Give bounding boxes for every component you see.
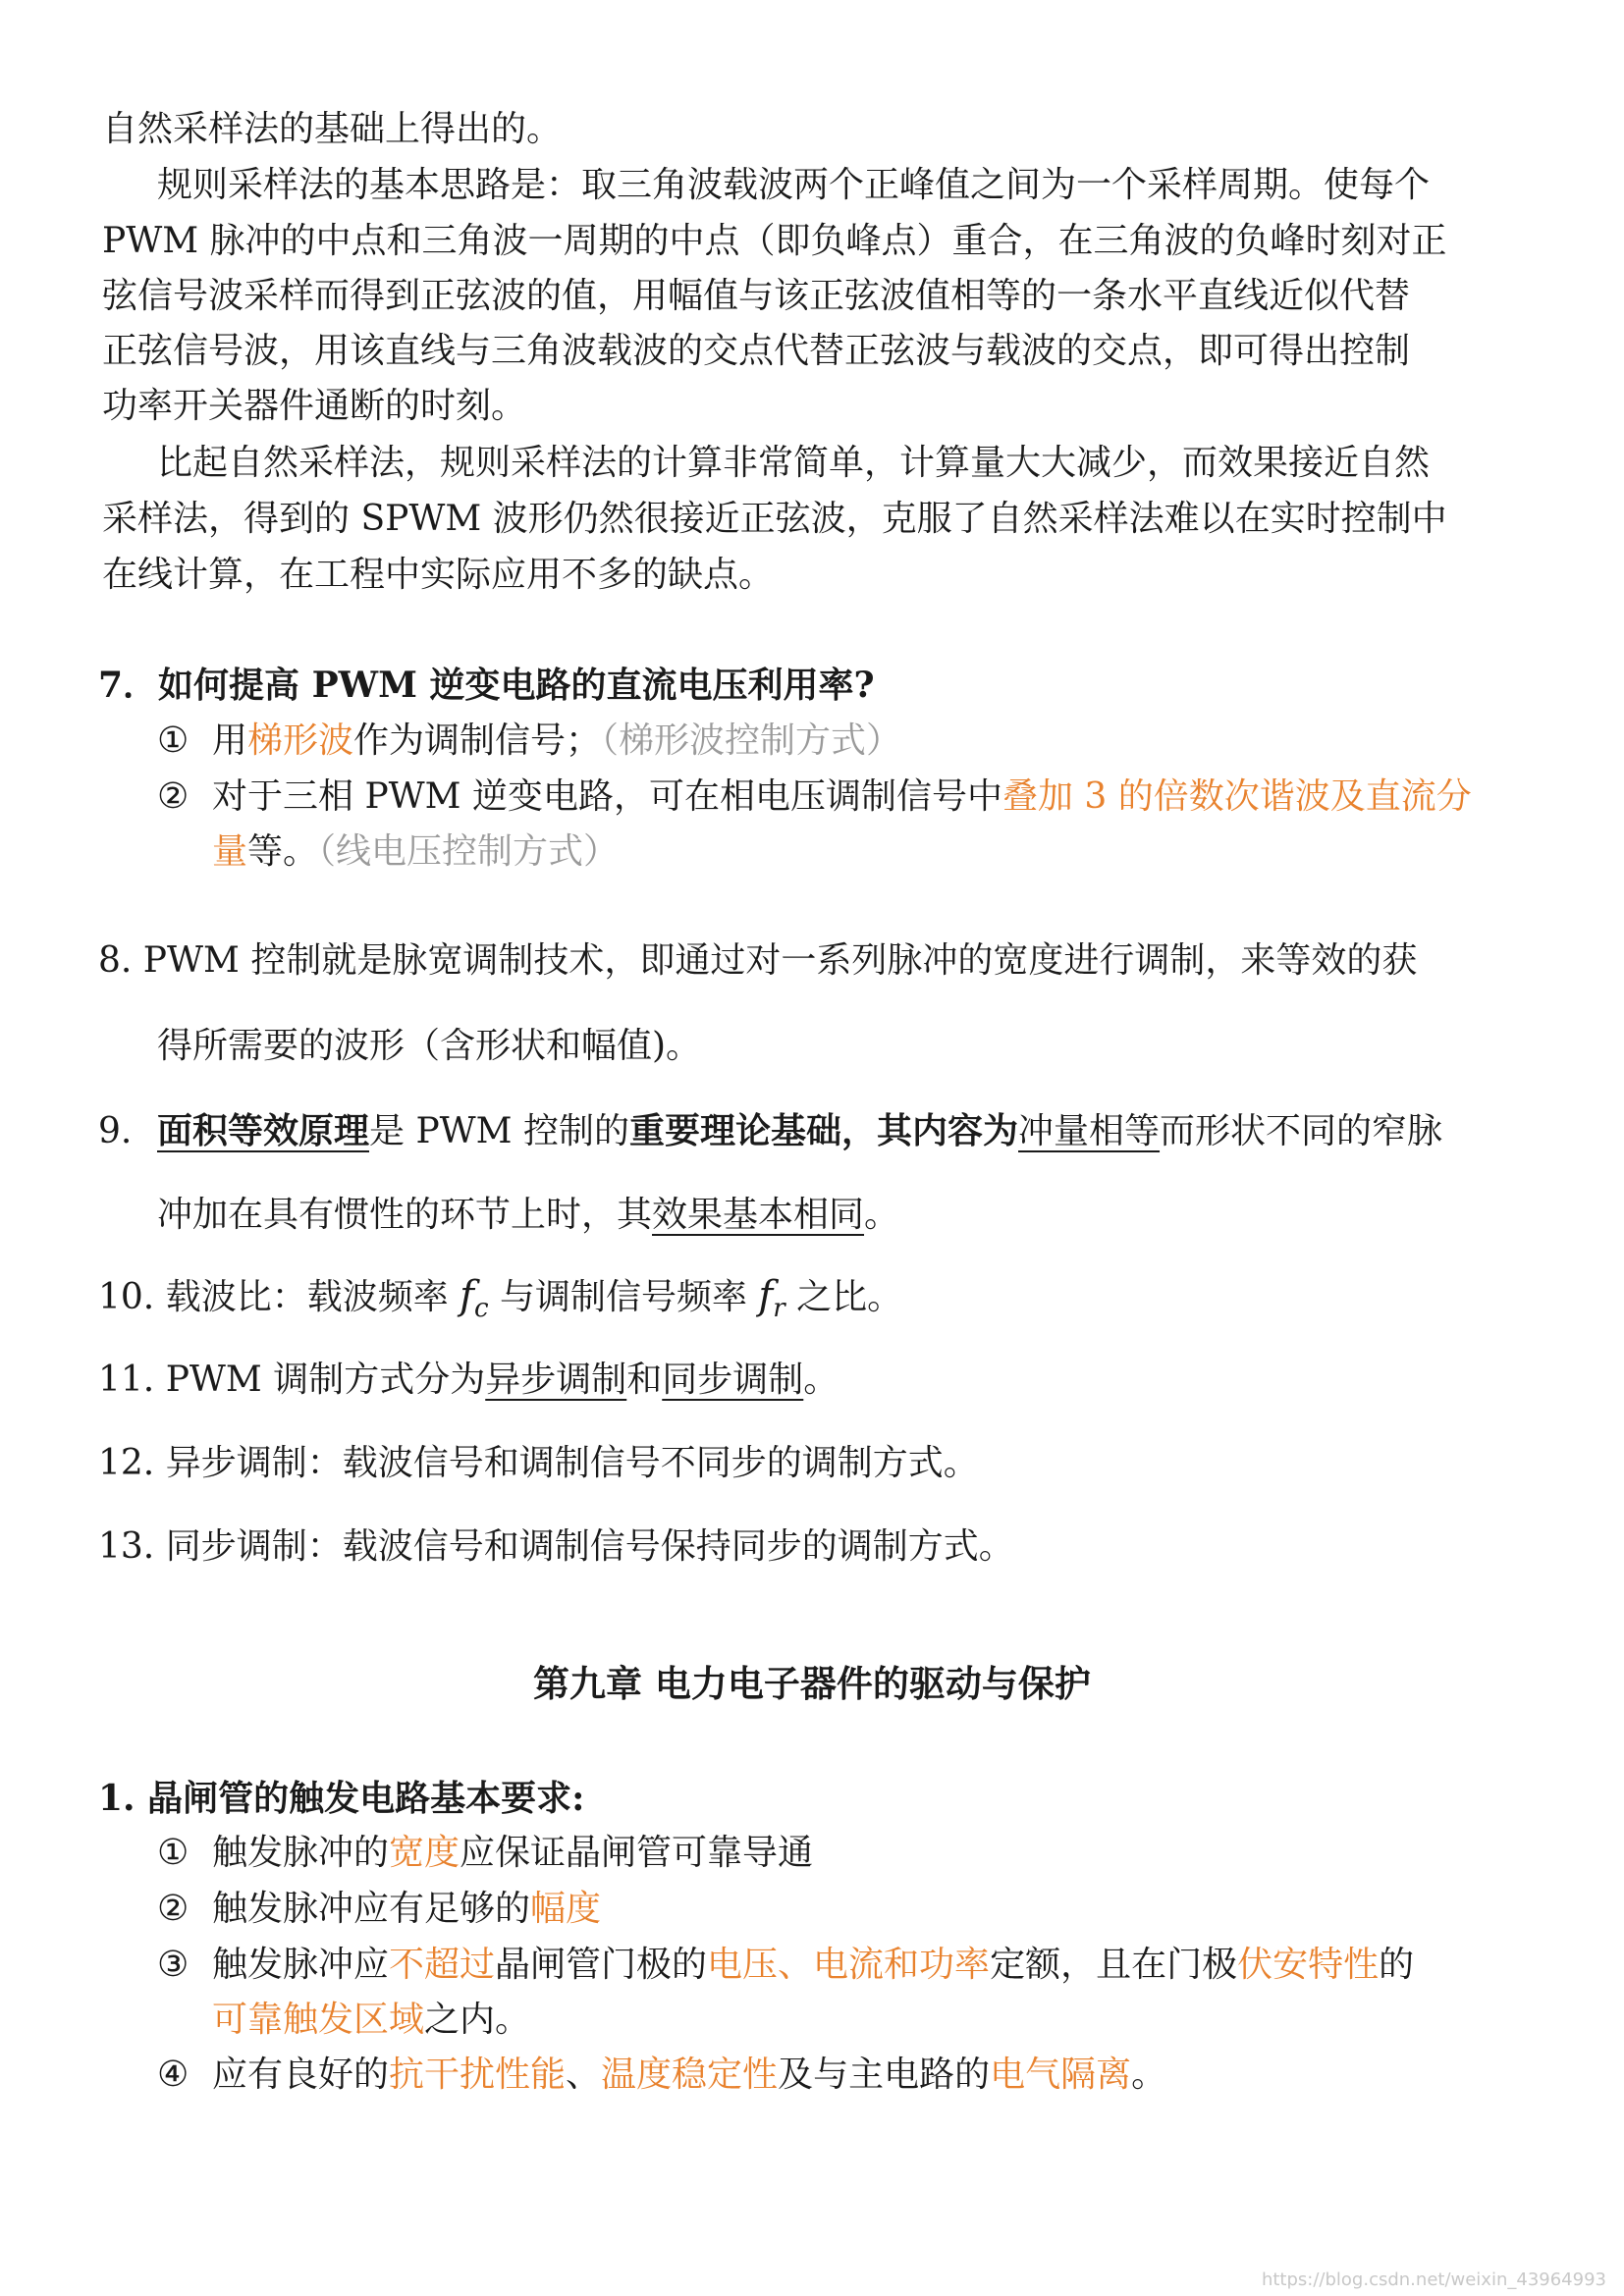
text: 触发脉冲的 [212, 1833, 390, 1873]
paragraph-line [98, 1357, 1624, 1404]
text: 在线计算，在工程中实际应用不多的缺点。 [102, 555, 775, 595]
highlight-text: 不超过 [389, 1945, 496, 1985]
highlight-text: 量 [212, 831, 248, 872]
text: 得所需要的波形（含形状和幅值)。 [157, 1026, 702, 1066]
note-text: （线电压控制方式） [318, 831, 620, 872]
paragraph-line [102, 273, 1624, 320]
question-heading [98, 662, 1624, 709]
item-number: ③ [157, 1945, 189, 1985]
text: 13. 同步调制：载波信号和调制信号保持同步的调制方式。 [98, 1526, 1014, 1567]
note-text: （梯形波控制方式） [601, 721, 902, 761]
underlined-term: 同步调制 [662, 1360, 804, 1400]
item-number: ① [157, 721, 189, 761]
key-term: 面积等效原理 [157, 1110, 370, 1151]
text: 晶闸管门极的 [495, 1945, 708, 1985]
text: 与调制信号频率 [488, 1277, 759, 1317]
text: 规则采样法的基本思路是：取三角波载波两个正峰值之间为一个采样周期。使每个 [157, 165, 1431, 205]
text: 弦信号波采样而得到正弦波的值，用幅值与该正弦波值相等的一条水平直线近似代替 [102, 276, 1411, 316]
text: 用 [212, 721, 248, 761]
text: PWM 脉冲的中点和三角波一周期的中点（即负峰点）重合，在三角波的负峰时刻对正 [102, 221, 1447, 261]
text: 、 [566, 2055, 602, 2095]
text: 采样法，得到的 SPWM 波形仍然很接近正弦波，克服了自然采样法难以在实时控制中 [102, 499, 1447, 539]
math-subscript: c [473, 1294, 489, 1323]
math-symbol: f [758, 1273, 774, 1318]
highlight-text: 梯形波 [247, 721, 354, 761]
text: 。 [864, 1195, 900, 1235]
list-item-continuation [212, 828, 1624, 876]
highlight-text: 宽度 [389, 1833, 460, 1873]
text: 之内。 [424, 2000, 531, 2040]
item-number: 9. [98, 1111, 133, 1151]
highlight-text: 可靠触发区域 [212, 2000, 425, 2040]
paragraph-line [98, 1440, 1624, 1487]
text: 冲加在具有惯性的环节上时，其 [157, 1195, 653, 1235]
text: 。 [1131, 2055, 1167, 2095]
key-term: 重要理论基础 [629, 1110, 842, 1151]
text: 11. PWM 调制方式分为 [98, 1360, 486, 1400]
paragraph-line [102, 552, 1624, 599]
underlined-term: 异步调制 [485, 1360, 627, 1400]
chapter-title: 第九章 电力电子器件的驱动与保护 [533, 1663, 1091, 1705]
text: 等。 [247, 831, 319, 872]
list-item [157, 1886, 1624, 1933]
text: 正弦信号波，用该直线与三角波载波的交点代替正弦波与载波的交点，即可得出控制 [102, 331, 1411, 371]
paragraph-line [98, 1107, 1624, 1154]
highlight-text: 叠加 3 的倍数次谐波及直流分 [1001, 776, 1472, 817]
highlight-text: 电气隔离 [990, 2055, 1132, 2095]
paragraph-line [98, 937, 1624, 985]
highlight-text: 电压、电流和功率 [707, 1945, 991, 1985]
text: 的 [1379, 1945, 1415, 1985]
list-item [157, 774, 1624, 821]
text: 12. 异步调制：载波信号和调制信号不同步的调制方式。 [98, 1443, 979, 1483]
text: 触发脉冲应 [212, 1945, 390, 1985]
list-item-continuation [212, 1997, 1624, 2044]
item-number: ④ [157, 2055, 189, 2095]
text: 应保证晶闸管可靠导通 [460, 1833, 814, 1873]
list-item [157, 2052, 1624, 2099]
heading-text: 7．如何提高 PWM 逆变电路的直流电压利用率? [98, 665, 875, 706]
text: 功率开关器件通断的时刻。 [102, 386, 527, 426]
paragraph-line [157, 440, 1624, 487]
text: 10. 载波比：载波频率 [98, 1277, 460, 1317]
paragraph-line [98, 1272, 1624, 1323]
list-item [157, 1942, 1624, 1989]
paragraph-line [102, 106, 1624, 153]
highlight-text: 幅度 [530, 1889, 602, 1929]
text: 触发脉冲应有足够的 [212, 1889, 531, 1929]
underlined-term: 冲量相等 [1018, 1111, 1161, 1151]
list-item [157, 718, 1624, 765]
text: 定额，且在门极 [990, 1945, 1238, 1985]
highlight-text: 温度稳定性 [601, 2055, 779, 2095]
text: 而形状不同的窄脉 [1160, 1111, 1443, 1151]
text: 之比。 [785, 1277, 903, 1317]
text: 应有良好的 [212, 2055, 390, 2095]
highlight-text: 伏安特性 [1237, 1945, 1380, 1985]
paragraph-line [157, 162, 1624, 209]
text: ，其内容为 [841, 1110, 1019, 1151]
text: 和 [626, 1360, 663, 1400]
math-subscript: r [773, 1294, 785, 1323]
paragraph-line [102, 496, 1624, 543]
paragraph-line [157, 1023, 1624, 1070]
text: 作为调制信号； [353, 721, 602, 761]
heading-text: 1. 晶闸管的触发电路基本要求: [98, 1778, 585, 1819]
highlight-text: 抗干扰性能 [389, 2055, 567, 2095]
watermark: https://blog.csdn.net/weixin_43964993 [1261, 2269, 1606, 2290]
paragraph-line [157, 1192, 1624, 1239]
paragraph-line [102, 218, 1624, 265]
text: 是 PWM 控制的 [369, 1111, 629, 1151]
question-heading [98, 1775, 1624, 1822]
math-symbol: f [460, 1273, 474, 1318]
text: 8. PWM 控制就是脉宽调制技术，即通过对一系列脉冲的宽度进行调制，来等效的获 [98, 940, 1418, 981]
list-item [157, 1830, 1624, 1877]
paragraph-line [102, 383, 1624, 430]
text: 比起自然采样法，规则采样法的计算非常简单，计算量大大减少，而效果接近自然 [157, 443, 1431, 483]
item-number: ① [157, 1833, 189, 1873]
item-number: ② [157, 776, 189, 817]
text: 及与主电路的 [778, 2055, 991, 2095]
paragraph-line [102, 328, 1624, 375]
paragraph-line [98, 1523, 1624, 1571]
text: 自然采样法的基础上得出的。 [102, 109, 563, 149]
underlined-term: 效果基本相同 [652, 1195, 865, 1235]
text: 。 [803, 1360, 839, 1400]
text: 对于三相 PWM 逆变电路，可在相电压调制信号中 [212, 776, 1002, 817]
item-number: ② [157, 1889, 189, 1929]
